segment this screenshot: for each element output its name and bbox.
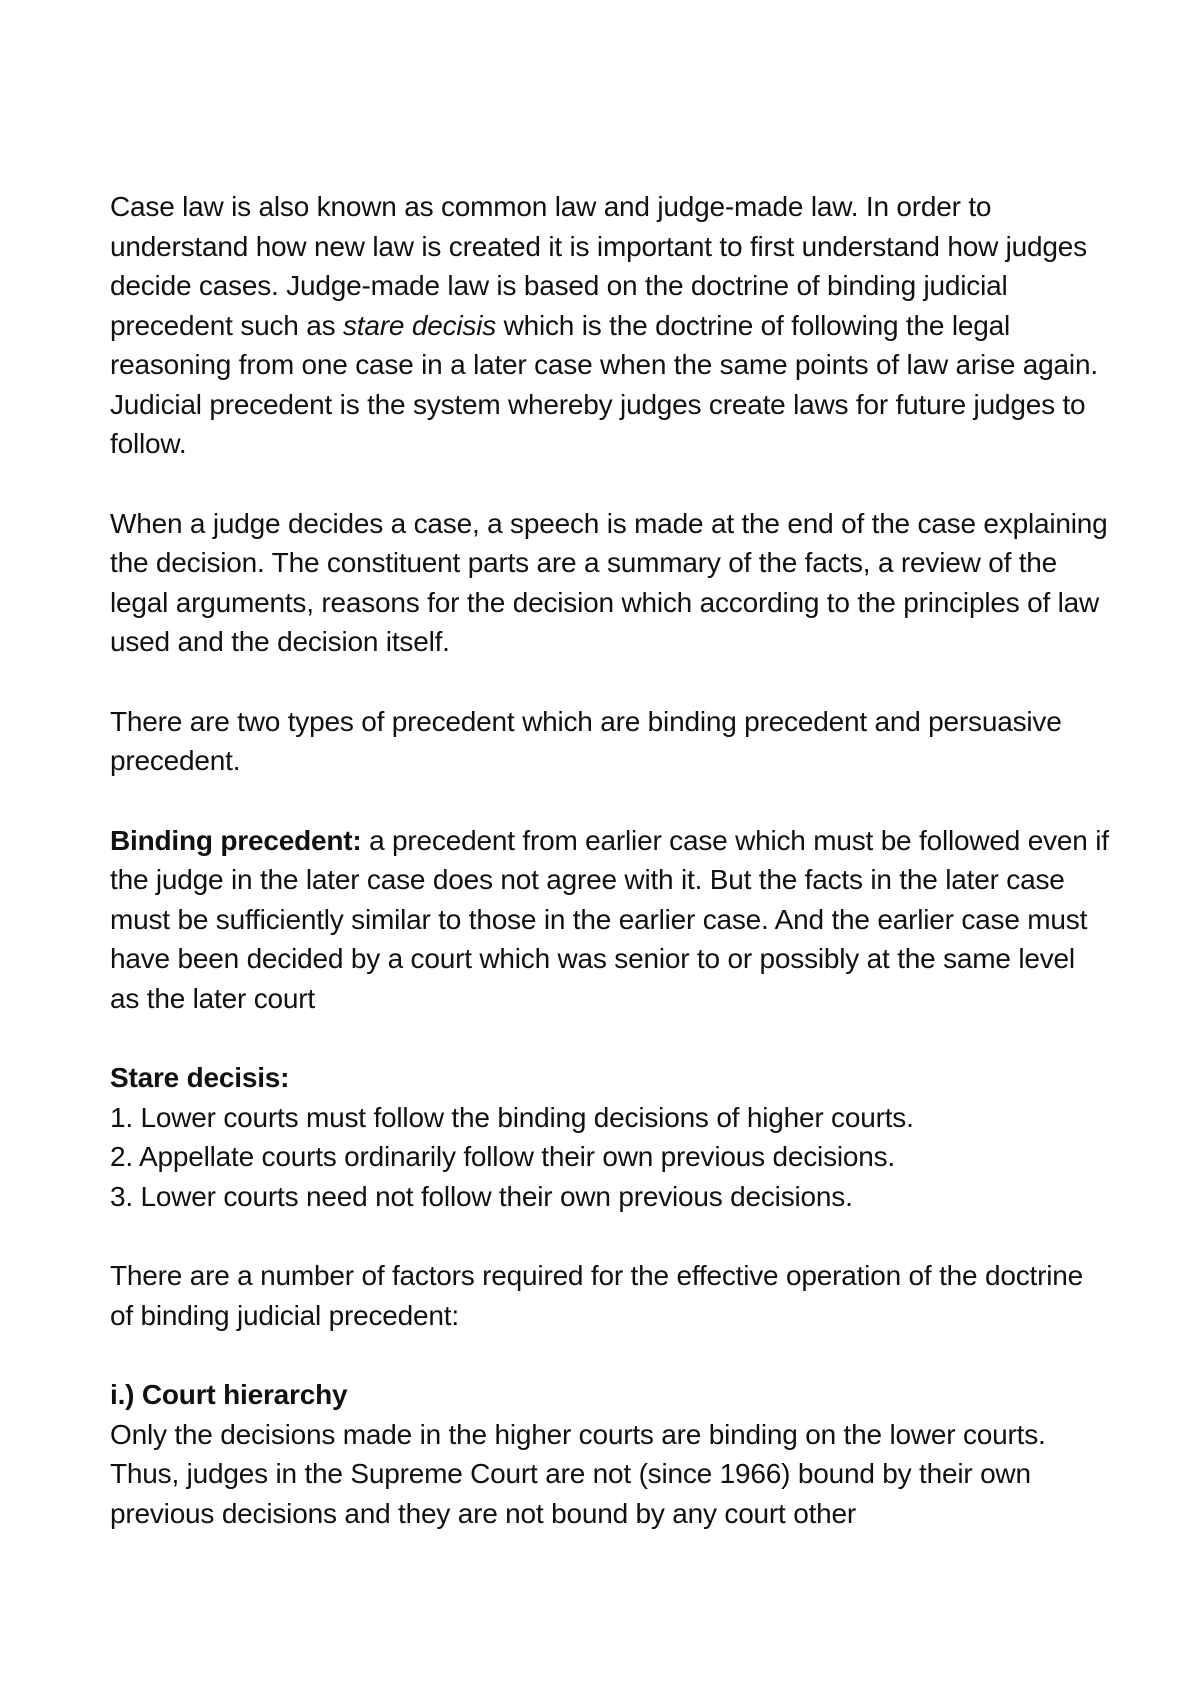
intro-paragraph <box>110 187 1110 464</box>
paragraph-gap <box>110 1018 1110 1058</box>
document-body <box>110 187 1110 1533</box>
judge-decision-paragraph: When a judge decides a case, a speech is made at the end of the case explaining the decision. The constituent parts are a summary of the facts, a review of the legal arguments, reasons for the decision which according to the principles of law used and the decision itself. <box>110 507 1108 657</box>
factors-paragraph: There are a number of factors required for the effective operation of the doctrine of binding judicial precedent: <box>110 1260 1083 1331</box>
intro-text-part2: which is the doctrine of following the legal reasoning from one case in a later case when the same points of law arise again. Judicial precedent is the system whereby judges create laws for future judges to follow. <box>110 309 1098 459</box>
binding-precedent-heading: Binding precedent: <box>110 824 362 856</box>
court-hierarchy-heading: i.) Court hierarchy <box>110 1379 348 1410</box>
stare-decisis-item: 2. Appellate courts ordinarily follow their own previous decisions. <box>110 1141 896 1172</box>
paragraph-gap <box>110 1335 1110 1375</box>
stare-decisis-item: 1. Lower courts must follow the binding decisions of higher courts. <box>110 1101 914 1133</box>
paragraph-gap <box>110 464 1110 504</box>
stare-decisis-item: 3. Lower courts need not follow their own previous decisions. <box>110 1180 853 1212</box>
paragraph-gap <box>110 662 1110 702</box>
binding-precedent-paragraph <box>110 821 1110 1019</box>
paragraph-gap <box>110 1216 1110 1256</box>
paragraph-gap <box>110 781 1110 821</box>
intro-text-part1: Case law is also known as common law and judge-made law. In order to understand how new law is created it is important to first understand how judges decide cases. Judge-made law is based on the doctrine of binding judicial precedent such as <box>110 191 1087 341</box>
court-hierarchy-text: Only the decisions made in the higher courts are binding on the lower courts. Thus, judges in the Supreme Court are not (since 1966) bound by their own previous decisions and they are not bound by any court other <box>110 1418 1046 1529</box>
binding-precedent-text: a precedent from earlier case which must be followed even if the judge in the later case does not agree with it. But the facts in the later case must be sufficiently similar to those in the earlier case. And the earlier case must have been decided by a court which was senior to or possibly at the same level as the later court <box>110 824 1109 1014</box>
stare-decisis-heading: Stare decisis: <box>110 1062 290 1093</box>
stare-decisis-italic: stare decisis <box>343 309 497 341</box>
precedent-types-paragraph: There are two types of precedent which are binding precedent and persuasive precedent. <box>110 705 1062 776</box>
